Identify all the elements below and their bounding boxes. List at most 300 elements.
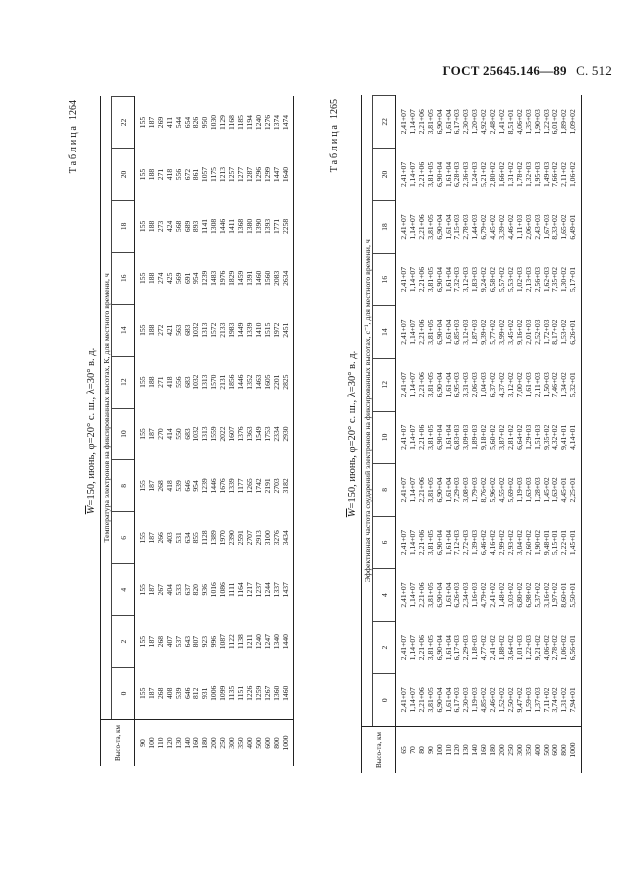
value-cell: 1,87+03 — [470, 319, 480, 345]
value-cell: 1135 — [227, 685, 237, 701]
value-cell: 1483 — [209, 270, 219, 286]
value-cell: 2,46+02 — [488, 687, 498, 713]
value-cell: 2,41+07 — [399, 214, 408, 240]
value-cell: 1,30+02 — [559, 267, 569, 293]
value-cell: 1,63+02 — [550, 477, 560, 503]
value-cell: 2,21+06 — [416, 161, 426, 188]
table-subtitle — [86, 96, 100, 766]
value-cell: 3,81+05 — [425, 214, 435, 240]
value-cell: 1,31+02 — [559, 687, 569, 713]
value-cell: 1259 — [253, 685, 263, 701]
value-cell: 893 — [191, 220, 201, 233]
value-cell: 7,00+02 — [514, 372, 524, 398]
value-cell: 5,77+02 — [488, 319, 498, 345]
value-cell: 408 — [164, 687, 174, 699]
value-cell: 1,39+03 — [470, 529, 480, 556]
value-cell: 1,89+02 — [559, 109, 569, 135]
value-cell: 1,35+03 — [523, 109, 533, 135]
value-cell: 812 — [191, 687, 201, 699]
height-value: 90 — [427, 727, 436, 774]
value-cell: 1,67+03 — [541, 214, 551, 240]
value-cell: 271 — [155, 168, 165, 181]
height-value: 120 — [166, 720, 175, 767]
value-cell: 155 — [138, 584, 147, 596]
value-cell: 4,45+01 — [559, 477, 569, 503]
value-cell: 2,29+03 — [461, 635, 471, 661]
value-cell: 1411 — [227, 218, 237, 234]
value-cell: 1175 — [209, 167, 219, 182]
value-cell: 1,49+03 — [541, 161, 551, 188]
value-cell: 3182 — [280, 478, 290, 494]
value-cell: 6,90+04 — [434, 477, 444, 503]
value-cell: 2,78+02 — [550, 635, 560, 661]
value-cell: 2,25+01 — [568, 477, 578, 503]
value-cell: 1,16+03 — [470, 582, 480, 608]
subtitle-text: =150, июнь, φ=20° с. ш., λ=30° в. д. — [347, 350, 358, 509]
value-cell: 2,21+06 — [416, 529, 426, 556]
value-cell: 3,81+05 — [425, 635, 435, 661]
value-cell: 1559 — [209, 426, 219, 442]
value-cell: 1213 — [218, 166, 228, 183]
value-cell: 1447 — [271, 166, 281, 183]
value-cell: 5,21+02 — [479, 161, 489, 188]
value-cell: 6,58+02 — [488, 267, 498, 293]
value-cell: 155 — [138, 635, 147, 648]
value-cell: 1,18+03 — [470, 635, 480, 661]
value-cell: 2,21+06 — [416, 582, 426, 608]
value-cell: 996 — [209, 635, 219, 648]
value-cell: 1,20+03 — [470, 109, 480, 135]
height-value: 65 — [396, 727, 409, 774]
height-value: 70 — [409, 727, 418, 774]
value-cell: 155 — [138, 480, 147, 492]
value-cell: 855 — [191, 532, 201, 544]
hours-row — [112, 97, 135, 767]
value-cell: 5,53+02 — [505, 267, 515, 293]
table-caption — [66, 96, 86, 766]
value-cell: 1,61+04 — [443, 687, 453, 713]
value-cell: 4,32+02 — [550, 424, 560, 450]
value-cell: 2334 — [271, 426, 281, 442]
value-cell: 1474 — [280, 114, 290, 131]
value-cell: 1151 — [235, 685, 245, 701]
value-cell: 3,81+05 — [425, 687, 435, 713]
hour-header: 14 — [112, 304, 135, 356]
value-cell: 2,41+07 — [399, 161, 408, 188]
value-cell: 1352 — [244, 374, 254, 390]
value-cell: 5,37+02 — [532, 582, 542, 608]
value-cell: 1,65+02 — [559, 214, 569, 240]
value-cell: 537 — [173, 635, 183, 648]
value-cell: 155 — [138, 376, 147, 388]
table-1265-block — [327, 95, 582, 773]
solar-flux-symbol: $\overline{W}$ — [86, 505, 97, 515]
value-cell: 1,14+07 — [407, 687, 417, 713]
value-cell: 6,95+03 — [452, 372, 462, 398]
value-cell: 4,79+02 — [479, 582, 489, 608]
value-cell: 3434 — [280, 530, 290, 546]
value-cell: 2,21+06 — [416, 372, 426, 398]
value-cell: 3,87+02 — [496, 424, 506, 450]
table-row — [396, 96, 409, 774]
value-cell: 1,53+02 — [559, 319, 569, 345]
value-cell: 1856 — [227, 374, 237, 390]
value-cell: 2,41+07 — [399, 529, 408, 556]
group-header: Температура электронов на фиксированных высотах, К, для местного времени, ч — [101, 97, 112, 720]
value-cell: 1560 — [262, 270, 272, 286]
value-cell: 266 — [155, 532, 165, 544]
value-cell: 1164 — [235, 582, 245, 598]
value-cell: 820 — [191, 584, 201, 596]
value-cell: 2131 — [218, 374, 228, 390]
value-cell: 1446 — [235, 374, 245, 390]
value-cell: 1,04+03 — [479, 372, 489, 398]
value-cell: 5,50+01 — [568, 582, 578, 608]
value-cell: 643 — [182, 635, 192, 648]
value-cell: 672 — [182, 168, 192, 181]
value-cell: 2,11+03 — [532, 372, 542, 398]
value-cell: 1299 — [262, 166, 272, 183]
value-cell: 1437 — [280, 582, 290, 598]
value-cell: 2,41+07 — [399, 635, 408, 661]
value-cell: 5,57+02 — [496, 267, 506, 293]
value-cell: 2390 — [227, 530, 237, 546]
value-cell: 1389 — [209, 530, 219, 546]
value-cell: 155 — [138, 220, 147, 233]
value-cell: 2,22+01 — [559, 529, 569, 556]
value-cell: 1393 — [262, 218, 272, 234]
value-cell: 689 — [182, 220, 192, 233]
value-cell: 6,80+02 — [514, 582, 524, 608]
value-cell: 4,06+02 — [514, 109, 524, 135]
value-cell: 3,74+02 — [550, 687, 560, 713]
value-cell: 187 — [146, 532, 156, 544]
table-subtitle — [347, 95, 361, 773]
height-value: 200 — [210, 720, 219, 767]
value-cell: 2,21+06 — [416, 477, 426, 503]
value-cell: 1122 — [227, 634, 237, 650]
hour-header: 20 — [112, 149, 135, 201]
value-cell: 267 — [155, 584, 165, 596]
value-cell: 8,33+02 — [550, 214, 560, 240]
height-value: 800 — [273, 720, 282, 767]
value-cell: 531 — [173, 532, 183, 544]
standard-number: ГОСТ 25645.146—89 — [442, 63, 567, 78]
value-cell: 7,29+03 — [452, 477, 462, 503]
hour-header: 8 — [373, 464, 396, 517]
value-cell: 568 — [173, 220, 183, 233]
value-cell: 1607 — [227, 426, 237, 442]
value-cell: 2,41+07 — [399, 267, 408, 293]
value-cell: 9,16+02 — [514, 319, 524, 345]
height-value: 140 — [184, 720, 193, 767]
value-cell: 7,32+03 — [452, 267, 462, 293]
value-cell: 2,36+03 — [461, 161, 471, 188]
value-cell: 1138 — [235, 634, 245, 650]
value-cell: 2930 — [280, 426, 290, 442]
hour-header: 6 — [112, 512, 135, 564]
value-cell: 1,14+07 — [407, 161, 417, 188]
value-cell: 188 — [146, 376, 156, 388]
value-cell: 2,06+03 — [470, 372, 480, 398]
value-cell: 7,35+02 — [550, 267, 560, 293]
value-cell: 403 — [164, 532, 174, 544]
value-cell: 1,32+03 — [523, 161, 533, 188]
data-table — [361, 95, 582, 773]
height-value: 1000 — [282, 720, 294, 767]
value-cell: 2201 — [271, 374, 281, 390]
value-cell: 7,11+02 — [541, 687, 551, 713]
value-cell: 7,66+02 — [550, 161, 560, 188]
value-cell: 950 — [200, 116, 210, 129]
value-cell: 9,41+01 — [559, 424, 569, 450]
value-cell: 1,01+03 — [514, 635, 524, 661]
value-cell: 6,01+02 — [550, 109, 560, 135]
value-cell: 3,64+02 — [505, 635, 515, 661]
value-cell: 6,79+02 — [479, 214, 489, 240]
value-cell: 1,29+03 — [523, 424, 533, 450]
value-cell: 1,88+02 — [496, 635, 506, 661]
value-cell: 1239 — [200, 270, 210, 286]
table-1264-block — [66, 96, 294, 766]
value-cell: 1,61+04 — [443, 109, 453, 135]
value-cell: 1296 — [253, 166, 263, 183]
value-cell: 187 — [146, 116, 156, 129]
value-cell: 1374 — [271, 114, 281, 131]
value-cell: 188 — [146, 220, 156, 233]
value-cell: 421 — [164, 324, 174, 336]
value-cell: 1267 — [262, 685, 272, 701]
value-cell: 550 — [173, 428, 183, 440]
value-cell: 8,51+01 — [505, 109, 515, 135]
value-cell: 269 — [155, 116, 165, 129]
value-cell: 274 — [155, 272, 165, 284]
value-cell: 1,37+03 — [532, 687, 542, 713]
table-number: 1264 — [68, 100, 79, 120]
height-value: 100 — [148, 720, 157, 767]
value-cell: 155 — [138, 687, 147, 699]
value-cell: 3,08+03 — [461, 477, 471, 503]
height-value: 120 — [453, 727, 462, 774]
value-cell: 187 — [146, 428, 156, 440]
value-cell: 407 — [164, 635, 174, 648]
value-cell: 1,14+07 — [407, 319, 417, 345]
value-cell: 3,45+02 — [505, 319, 515, 345]
table-row — [569, 96, 581, 774]
value-cell: 1640 — [280, 166, 290, 183]
hour-header: 12 — [373, 358, 396, 411]
value-cell: 4,46+02 — [505, 214, 515, 240]
value-cell: 2133 — [218, 322, 228, 338]
value-cell: 2,34+03 — [461, 582, 471, 608]
value-cell: 1449 — [235, 322, 245, 338]
value-cell: 6,90+04 — [434, 267, 444, 293]
value-cell: 1,95+03 — [532, 161, 542, 188]
value-cell: 1,61+04 — [443, 635, 453, 661]
value-cell: 1,90+03 — [532, 109, 542, 135]
value-cell: 1,61+04 — [443, 372, 453, 398]
value-cell: 7,94+01 — [568, 687, 578, 713]
value-cell: 2,41+07 — [399, 582, 408, 608]
height-value: 100 — [436, 727, 445, 774]
value-cell: 425 — [164, 272, 174, 284]
height-value: 160 — [192, 720, 201, 767]
value-cell: 1,14+07 — [407, 635, 417, 661]
value-cell: 411 — [164, 116, 174, 129]
hour-header: 4 — [112, 564, 135, 616]
value-cell: 1460 — [253, 270, 263, 286]
value-cell: 1,14+07 — [407, 372, 417, 398]
value-cell: 8,60+01 — [559, 582, 569, 608]
value-cell: 6,28+03 — [452, 161, 462, 188]
value-cell: 1,89+03 — [470, 424, 480, 450]
hour-header: 18 — [112, 200, 135, 252]
value-cell: 6,90+04 — [434, 109, 444, 135]
value-cell: 8,17+02 — [550, 319, 560, 345]
value-cell: 556 — [173, 168, 183, 181]
value-cell: 1,78+02 — [514, 161, 524, 188]
hour-header: 0 — [373, 674, 396, 727]
value-cell: 6,90+04 — [434, 635, 444, 661]
value-cell: 1,61+04 — [443, 529, 453, 556]
value-cell: 1226 — [244, 685, 254, 701]
value-cell: 2,80+02 — [488, 161, 498, 188]
value-cell: 1,14+07 — [407, 267, 417, 293]
value-cell: 1549 — [253, 426, 263, 442]
value-cell: 9,39+02 — [479, 319, 489, 345]
value-cell: 188 — [146, 324, 156, 336]
value-cell: 936 — [200, 584, 210, 596]
value-cell: 1177 — [235, 478, 245, 494]
height-value: 110 — [157, 720, 166, 767]
hour-header: 22 — [112, 97, 135, 149]
value-cell: 2913 — [253, 530, 263, 546]
value-cell: 1368 — [235, 218, 245, 234]
value-cell: 7,15+03 — [452, 214, 462, 240]
value-cell: 1,52+02 — [496, 687, 506, 713]
value-cell: 6,17+03 — [452, 109, 462, 135]
value-cell: 2,72+03 — [461, 529, 471, 556]
value-cell: 273 — [155, 220, 165, 233]
value-cell: 2,41+07 — [399, 372, 408, 398]
value-cell: 1,61+04 — [443, 582, 453, 608]
value-cell: 646 — [182, 480, 192, 492]
value-cell: 2191 — [262, 478, 272, 494]
value-cell: 2,52+03 — [532, 319, 542, 345]
value-cell: 155 — [138, 532, 147, 544]
value-cell: 1,14+07 — [407, 424, 417, 450]
value-cell: 1,14+07 — [407, 529, 417, 556]
value-cell: 188 — [146, 168, 156, 181]
value-cell: 1111 — [227, 582, 237, 597]
value-cell: 268 — [155, 687, 165, 699]
value-cell: 3,16+02 — [541, 582, 551, 608]
table-row — [135, 97, 148, 767]
value-cell: 1,79+03 — [470, 477, 480, 503]
value-cell: 1515 — [262, 322, 272, 338]
value-cell: 1,09+02 — [568, 109, 578, 135]
caption-label: Таблица — [329, 123, 340, 173]
value-cell: 6,37+02 — [488, 372, 498, 398]
value-cell: 1,34+02 — [559, 372, 569, 398]
subtitle-text: =150, июнь, φ=20° с. ш., λ=30° в. д. — [86, 347, 97, 506]
value-cell: 1211 — [244, 634, 254, 650]
data-table — [100, 96, 294, 766]
hour-header: 2 — [112, 616, 135, 668]
hour-header: 0 — [112, 668, 135, 720]
value-cell: 1277 — [235, 166, 245, 183]
value-cell: 4,77+02 — [479, 635, 489, 661]
value-cell: 4,37+02 — [496, 372, 506, 398]
value-cell: 3,31+03 — [461, 372, 471, 398]
height-value: 140 — [471, 727, 480, 774]
value-cell: 1,62+03 — [541, 267, 551, 293]
hour-header: 2 — [373, 621, 396, 674]
group-header: Эффективная частота соударений электронов на фиксированных высотах, с⁻¹, для местного времени, ч — [362, 96, 373, 727]
value-cell: 6,64+02 — [514, 424, 524, 450]
height-value: 300 — [228, 720, 237, 767]
value-cell: 1460 — [280, 685, 290, 701]
value-cell: 1410 — [253, 322, 263, 338]
value-cell: 155 — [138, 428, 147, 440]
height-value: 400 — [534, 727, 543, 774]
value-cell: 1,06+02 — [559, 635, 569, 661]
value-cell: 7,12+03 — [452, 529, 462, 556]
value-cell: 6,98+02 — [523, 582, 533, 608]
value-cell: 1,61+04 — [443, 161, 453, 188]
value-cell: 3,81+05 — [425, 109, 435, 135]
value-cell: 1237 — [253, 582, 263, 598]
height-value: 500 — [543, 727, 552, 774]
hour-header: 14 — [373, 306, 396, 359]
value-cell: 6,90+04 — [434, 319, 444, 345]
value-cell: 1087 — [218, 634, 228, 650]
value-cell: 1339 — [227, 478, 237, 494]
value-cell: 1,90+02 — [532, 529, 542, 556]
value-cell: 155 — [138, 324, 147, 336]
value-cell: 2,01+03 — [523, 319, 533, 345]
value-cell: 4,16+02 — [488, 529, 498, 556]
value-cell: 2,78+03 — [461, 214, 471, 240]
value-cell: 1,14+07 — [407, 214, 417, 240]
value-cell: 2,21+06 — [416, 635, 426, 661]
header-row — [101, 97, 112, 767]
value-cell: 544 — [173, 116, 183, 129]
height-value: 80 — [418, 727, 427, 774]
value-cell: 5,15+01 — [550, 529, 560, 556]
value-cell: 1240 — [253, 634, 263, 650]
height-value: 180 — [201, 720, 210, 767]
value-cell: 1,24+03 — [470, 161, 480, 188]
value-cell: 6,56+01 — [568, 635, 578, 661]
value-cell: 3,81+05 — [425, 424, 435, 450]
value-cell: 1972 — [271, 322, 281, 338]
height-value: 180 — [489, 727, 498, 774]
value-cell: 9,47+02 — [514, 687, 524, 713]
value-cell: 1340 — [271, 634, 281, 650]
value-cell: 1,72+03 — [541, 319, 551, 345]
hour-header: 10 — [373, 411, 396, 464]
value-cell: 1276 — [262, 114, 272, 131]
value-cell: 6,83+03 — [452, 424, 462, 450]
value-cell: 5,60+02 — [488, 424, 498, 450]
value-cell: 1,61+04 — [443, 267, 453, 293]
value-cell: 1016 — [209, 582, 219, 598]
value-cell: 1287 — [244, 166, 254, 183]
value-cell: 2,21+06 — [416, 424, 426, 450]
value-cell: 2591 — [235, 530, 245, 546]
value-cell: 3,81+05 — [425, 372, 435, 398]
